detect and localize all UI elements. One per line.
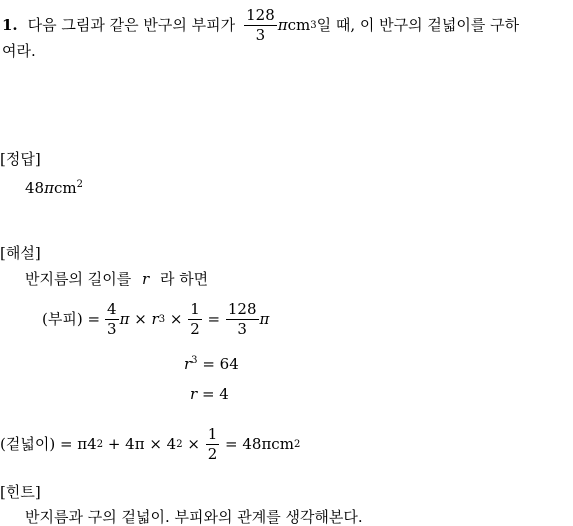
- hint-header: [힌트]: [0, 483, 41, 501]
- eq1-fraction-1-2: [188, 302, 202, 337]
- eq3-rhs: = 4: [197, 385, 229, 403]
- eq1-pi: π: [259, 310, 270, 328]
- eq1-pi-times: π ×: [119, 310, 152, 328]
- solution-variable-r: r: [141, 270, 150, 288]
- question-number: 1.: [2, 16, 18, 34]
- volume-fraction: [244, 8, 277, 43]
- equation-volume: (부피) = $\frac{4}{3}$ π × r 3 × $\frac{1}{2}$ = $\frac{128}{3}$ π: [42, 300, 270, 338]
- volume-fraction-numerator: 128: [246, 6, 275, 24]
- answer-unit: cm: [53, 179, 77, 197]
- question-unit: cm: [287, 16, 311, 34]
- solution-intro-text: 반지름의 길이를: [25, 270, 132, 288]
- eq1-f1-den: 3: [107, 320, 117, 338]
- answer-number: 48: [25, 179, 45, 197]
- volume-fraction-denominator: 3: [255, 26, 266, 44]
- equation-surface-area: (겉넓이) = π4 2 + 4π × 4 2 × $\frac{1}{2}$ = 48πcm 2: [0, 425, 301, 463]
- question-line-1: 1. 다음 그림과 같은 반구의 부피가 $\frac{128}{3}$ π cm 3 일 때, 이 반구의 겉넓이를 구하: [2, 6, 520, 44]
- eq1-times: ×: [165, 310, 188, 328]
- question-pi: π: [277, 16, 288, 34]
- hint-text: 반지름과 구의 겉넓이. 부피와의 관계를 생각해본다.: [25, 508, 363, 526]
- answer-value: [25, 181, 83, 196]
- answer-header: [정답]: [0, 150, 41, 168]
- eq3-r: r: [190, 385, 198, 403]
- eq4-rhs: = 48πcm: [220, 435, 294, 453]
- eq2-rhs: = 64: [197, 355, 239, 373]
- question-text-continued: 일 때, 이 반구의 겉넓이를 구하: [316, 16, 520, 34]
- eq1-lhs: (부피) =: [42, 310, 101, 328]
- equation-r: [190, 387, 229, 402]
- equation-r-cubed: [184, 357, 239, 372]
- eq1-f2-num: 1: [190, 300, 200, 318]
- eq4-lhs: (겉넓이) = π4: [0, 435, 97, 453]
- eq2-r: r: [184, 355, 192, 373]
- eq4-fraction-1-2: [206, 427, 220, 462]
- solution-intro-text-end: 라 하면: [159, 270, 209, 288]
- eq4-f-den: 2: [207, 445, 218, 463]
- eq4-times: ×: [182, 435, 205, 453]
- question-text: 다음 그림과 같은 반구의 부피가: [27, 16, 236, 34]
- eq1-equals: =: [202, 310, 225, 328]
- eq2-r-exponent: 3: [191, 355, 198, 366]
- eq1-r: r: [151, 310, 159, 328]
- eq1-fraction-4-3: [105, 302, 119, 337]
- answer-pi: π: [44, 179, 54, 197]
- eq4-mid: + 4π × 4: [103, 435, 177, 453]
- eq1-fraction-128-3: [226, 302, 259, 337]
- answer-unit-exponent: 2: [76, 179, 83, 190]
- eq1-f3-den: 3: [237, 320, 247, 338]
- solution-header: [해설]: [0, 244, 41, 262]
- question-line-2: 여라.: [2, 42, 36, 60]
- solution-intro: [25, 272, 208, 287]
- eq1-f3-num: 128: [227, 300, 257, 318]
- eq1-f2-den: 2: [190, 320, 200, 338]
- eq4-f-num: 1: [207, 425, 218, 443]
- eq1-f1-num: 4: [107, 300, 117, 318]
